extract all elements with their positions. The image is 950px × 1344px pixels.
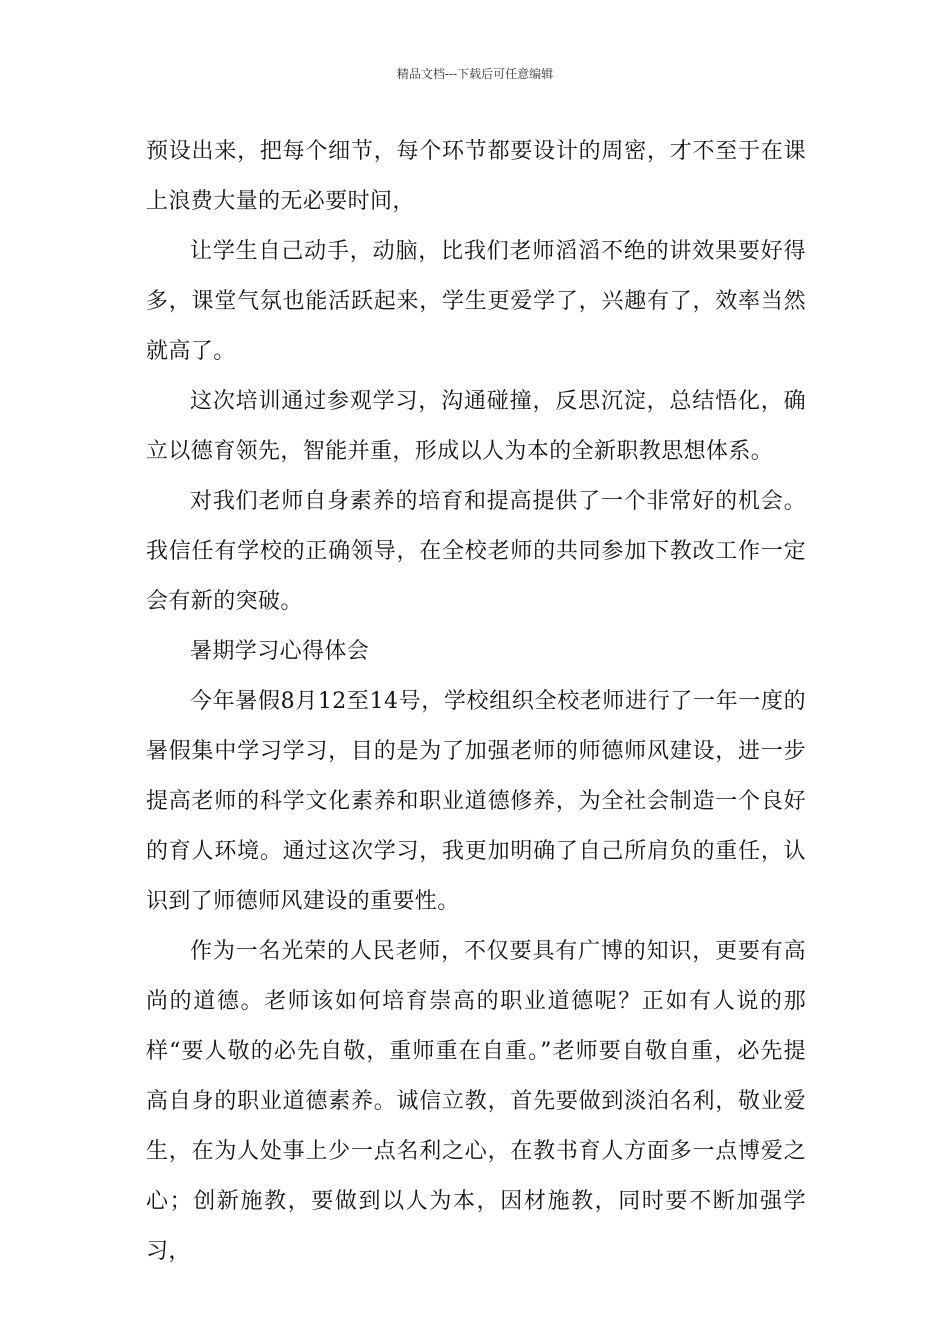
paragraph-6: 作为一名光荣的人民老师，不仅要具有广博的知识，更要有高尚的道德。老师该如何培育崇高的职业道德呢？正如有人说的那样“要人敬的必先自敬，重师重在自重。”老师要自敬自重，必先提高自身的职业道德素养。诚信立教，首先要做到淡泊名利，敬业爱生，在为人处事上少一点名利之心，在教书育人方面多一点博爱之心；创新施教，要做到以人为本，因材施教，同时要不断加强学习， [146,939,806,1264]
paragraph-4: 对我们老师自身素养的培育和提高提供了一个非常好的机会。我信任有学校的正确领导，在全校老师的共同参加下教改工作一定会有新的突破。 [146,489,806,614]
paragraph-1: 预设出来，把每个细节，每个环节都要设计的周密，才不至于在课上浪费大量的无必要时间， [146,139,806,214]
page-header: 精品文档---下载后可任意编辑 [396,67,554,81]
paragraph-5: 今年暑假8月12至14号，学校组织全校老师进行了一年一度的暑假集中学习学习，目的是为了加强老师的师德师风建设，进一步提高老师的科学文化素养和职业道德修养，为全社会制造一个良好的育人环境。通过这次学习，我更加明确了自己所肩负的重任，认识到了师德师风建设的重要性。 [146,689,806,914]
paragraph-2: 让学生自己动手，动脑，比我们老师滔滔不绝的讲效果要好得多，课堂气氛也能活跃起来，学生更爱学了，兴趣有了，效率当然就高了。 [146,239,806,364]
document-body [146,127,806,1277]
section-title: 暑期学习心得体会 [190,639,370,664]
paragraph-3: 这次培训通过参观学习，沟通碰撞，反思沉淀，总结悟化，确立以德育领先，智能并重，形成以人为本的全新职教思想体系。 [146,389,806,464]
